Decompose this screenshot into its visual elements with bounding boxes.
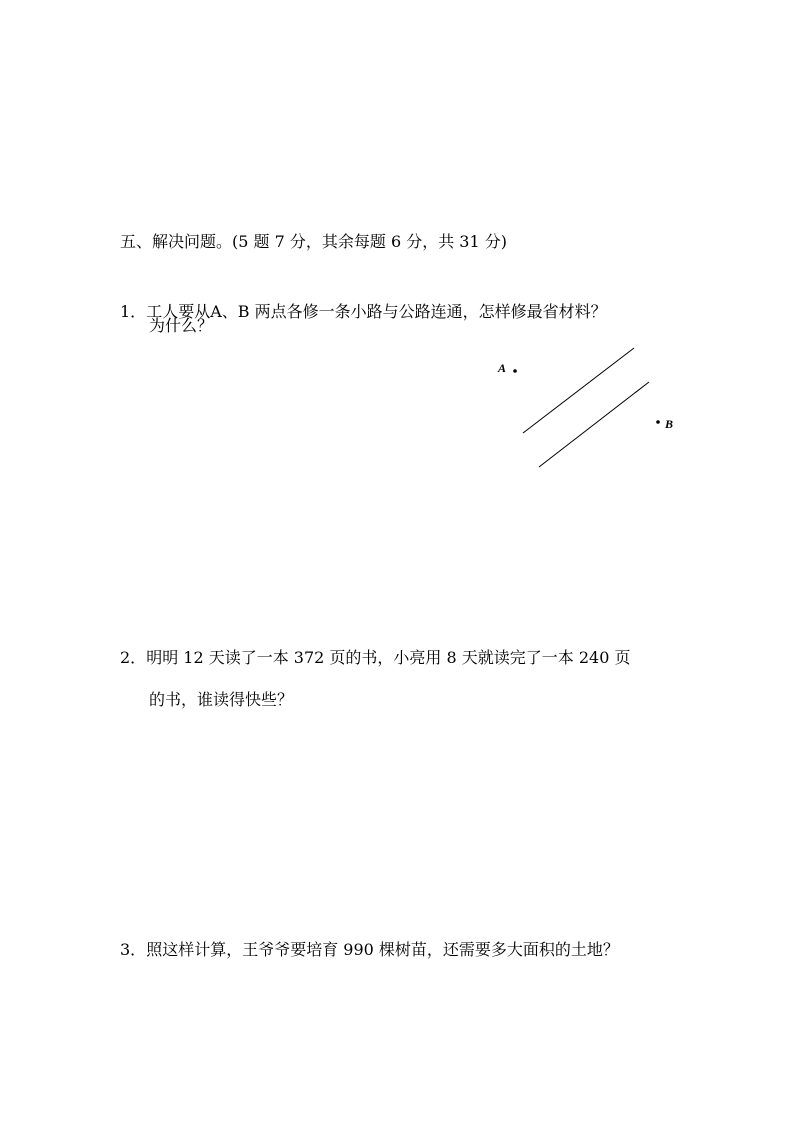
point-a-label: A <box>498 361 507 375</box>
section-heading <box>120 232 507 252</box>
question-2-text-line1: 明明 12 天读了一本 372 页的书，小亮用 8 天就读完了一本 240 页 <box>146 648 631 667</box>
question-2-text-line2: 的书，谁读得快些？ <box>149 690 294 709</box>
road-edge-lower <box>539 382 649 467</box>
road-edge-upper <box>523 348 634 433</box>
question-2-continuation <box>149 690 293 710</box>
question-1-text-line2: 为什么？ <box>149 316 214 335</box>
point-b-dot <box>656 420 660 424</box>
point-b-label: B <box>665 417 674 431</box>
point-a-dot <box>513 369 517 373</box>
section-heading-text: 五、解决问题。(5 题 7 分，其余每题 6 分，共 31 分) <box>120 232 507 251</box>
question-3-number: 3． <box>120 940 147 959</box>
question-1-continuation <box>149 316 213 336</box>
question-2-number: 2． <box>120 648 147 667</box>
question-2 <box>120 648 631 668</box>
road-diagram <box>480 340 700 480</box>
question-3 <box>120 940 619 960</box>
question-1-number: 1． <box>120 302 147 321</box>
question-3-text-line1: 照这样计算，王爷爷要培育 990 棵树苗，还需要多大面积的土地？ <box>146 940 619 959</box>
question-1-text-line1: 工人要从A、B 两点各修一条小路与公路连通，怎样修最省材料？ <box>146 302 607 321</box>
